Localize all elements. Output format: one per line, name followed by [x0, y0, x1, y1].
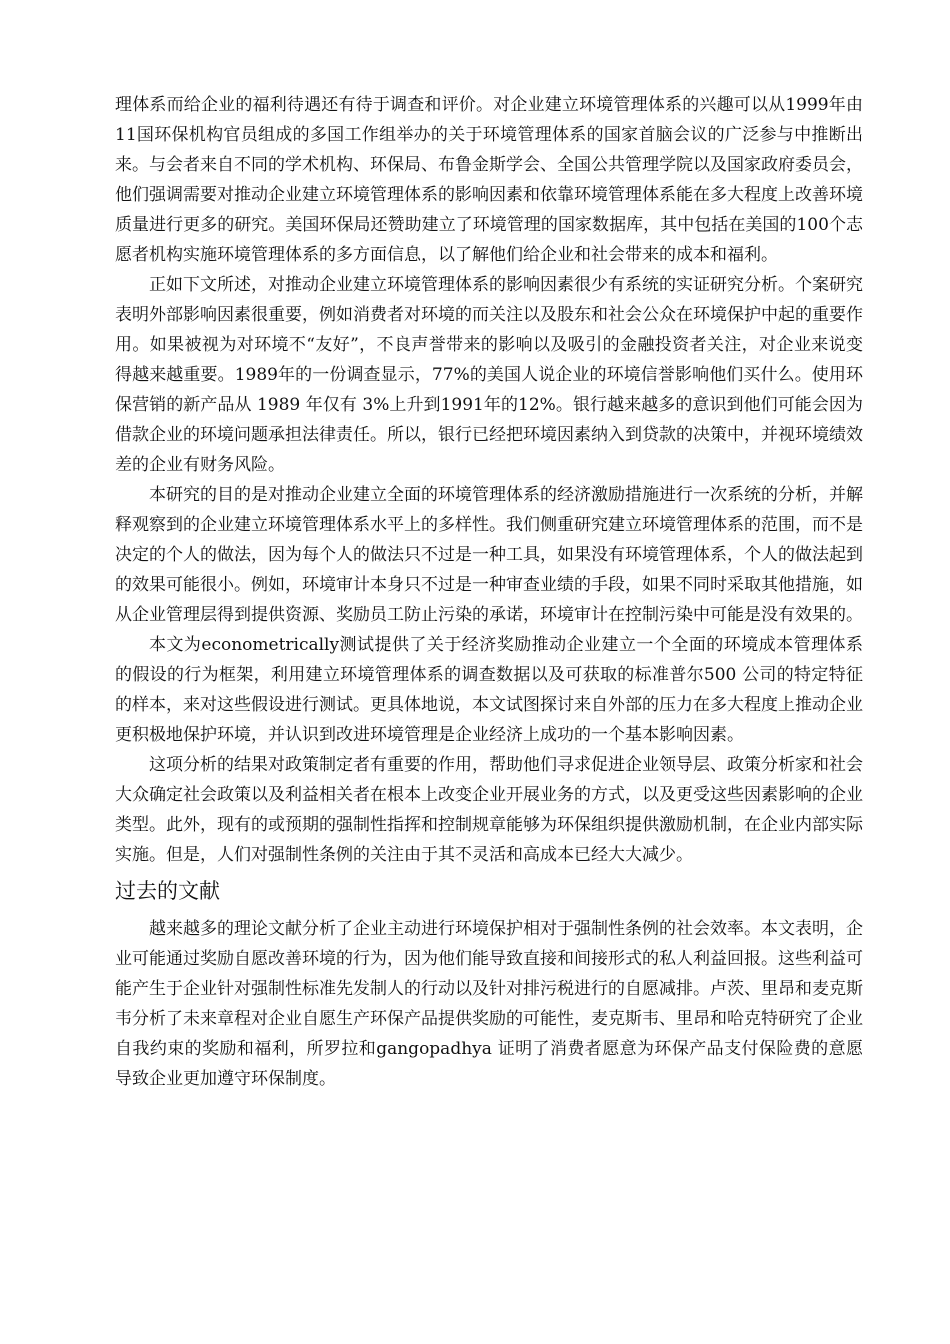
paragraph-research-purpose: 本研究的目的是对推动企业建立全面的环境管理体系的经济激励措施进行一次系统的分析，并解释观察到的企业建立环境管理体系水平上的多样性。我们侧重研究建立环境管理体系的范围，而不是决定的个人的做法，因为每个人的做法只不过是一种工具，如果没有环境管理体系，个人的做法起到的效果可能很小。例如，环境审计本身只不过是一种审查业绩的手段，如果不同时采取其他措施，如从企业管理层得到提供资源、奖励员工防止污染的承诺，环境审计在控制污染中可能是没有效果的。: [115, 485, 863, 625]
paragraph-literature: 越来越多的理论文献分析了企业主动进行环境保护相对于强制性条例的社会效率。本文表明，企业可能通过奖励自愿改善环境的行为，因为他们能导致直接和间接形式的私人利益回报。这些利益可能产生于企业针对强制性标准先发制人的行动以及针对排污税进行的自愿减排。卢茨、里昂和麦克斯韦分析了未来章程对企业自愿生产环保产品提供奖励的可能性，麦克斯韦、里昂和哈克特研究了企业自我约束的奖励和福利，所罗拉和gangopadhya 证明了消费者愿意为环保产品支付保险费的意愿导致企业更加遵守环保制度。: [115, 919, 863, 1089]
paragraph-reputation: 正如下文所述，对推动企业建立环境管理体系的影响因素很少有系统的实证研究分析。个案研究表明外部影响因素很重要，例如消费者对环境的而关注以及股东和社会公众在环境保护中起的重要作用。如果被视为对环境不“友好”，不良声誉带来的影响以及吸引的金融投资者关注，对企业来说变得越来越重要。1989年的一份调查显示，77%的美国人说企业的环境信誉影响他们买什么。使用环保营销的新产品从 1989 年仅有 3%上升到1991年的12%。银行越来越多的意识到他们可能会因为借款企业的环境问题承担法律责任。所以，银行已经把环境因素纳入到贷款的决策中，并视环境绩效差的企业有财务风险。: [115, 275, 863, 475]
paragraph-framework: 本文为econometrically测试提供了关于经济奖励推动企业建立一个全面的环境成本管理体系的假设的行为框架，利用建立环境管理体系的调查数据以及可获取的标准普尔500 公司的特定特征的样本，来对这些假设进行测试。更具体地说，本文试图探讨来自外部的压力在多大程度上推动企业更积极地保护环境，并认识到改进环境管理是企业经济上成功的一个基本影响因素。: [115, 635, 863, 745]
section-heading-literature: 过去的文献: [115, 879, 220, 903]
paragraph-continuation: 理体系而给企业的福利待遇还有待于调查和评价。对企业建立环境管理体系的兴趣可以从1999年由11国环保机构官员组成的多国工作组举办的关于环境管理体系的国家首脑会议的广泛参与中推断出来。与会者来自不同的学术机构、环保局、布鲁金斯学会、全国公共管理学院以及国家政府委员会，他们强调需要对推动企业建立环境管理体系的影响因素和依靠环境管理体系能在多大程度上改善环境质量进行更多的研究。美国环保局还赞助建立了环境管理的国家数据库，其中包括在美国的100个志愿者机构实施环境管理体系的多方面信息，以了解他们给企业和社会带来的成本和福利。: [115, 95, 863, 265]
paragraph-policy-implications: 这项分析的结果对政策制定者有重要的作用，帮助他们寻求促进企业领导层、政策分析家和社会大众确定社会政策以及利益相关者在根本上改变企业开展业务的方式，以及更受这些因素影响的企业类型。此外，现有的或预期的强制性指挥和控制规章能够为环保组织提供激励机制，在企业内部实际实施。但是，人们对强制性条例的关注由于其不灵活和高成本已经大大减少。: [115, 755, 863, 865]
document-page: [115, 90, 863, 1094]
